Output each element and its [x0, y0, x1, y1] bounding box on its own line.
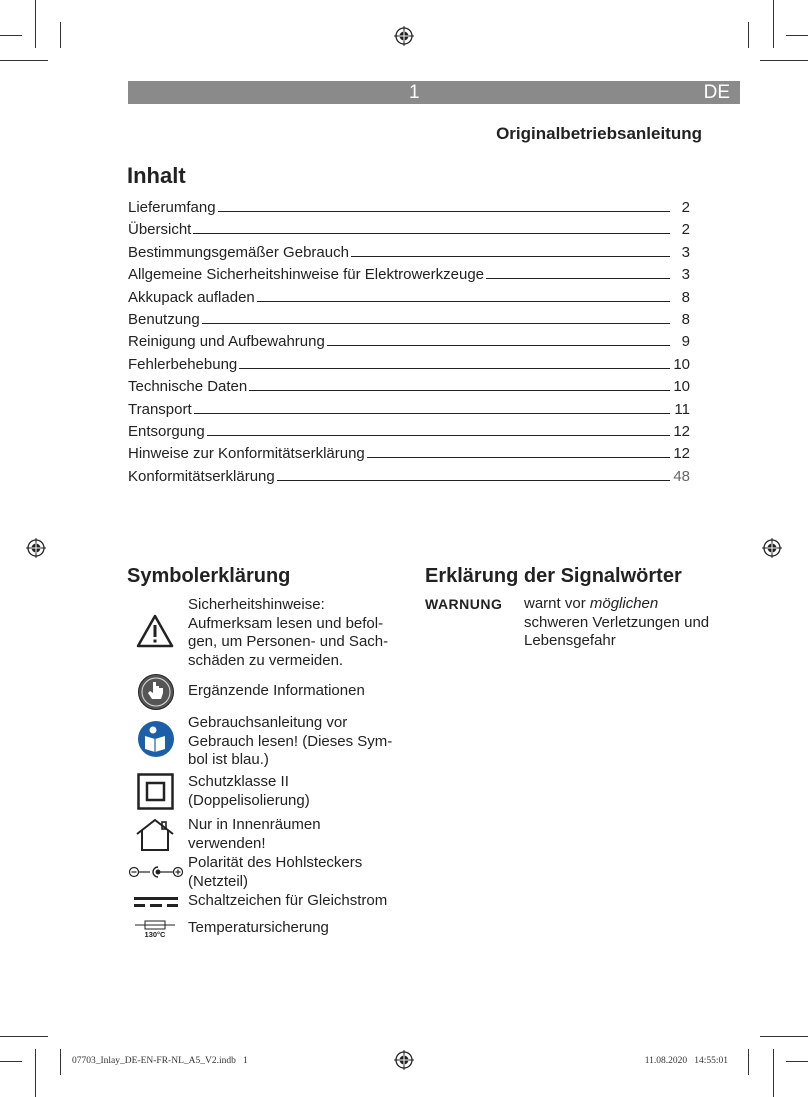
- crop-mark: [786, 35, 808, 36]
- direct-current-icon: [134, 894, 178, 910]
- signal-word: WARNUNG: [425, 596, 503, 612]
- toc-leader-line: [202, 309, 670, 324]
- toc-leader-line: [327, 331, 670, 346]
- toc-entry-title: Transport: [128, 400, 192, 418]
- toc-entry-page: 2: [681, 199, 690, 216]
- toc-leader-line: [486, 264, 670, 279]
- crop-mark: [0, 1036, 48, 1037]
- signal-desc-emphasis: möglichen: [589, 595, 659, 612]
- signal-word-description: [524, 595, 714, 651]
- toc-entry-page: 8: [681, 310, 690, 328]
- toc-entry-page: 9: [681, 333, 690, 351]
- crop-mark: [0, 1061, 22, 1062]
- toc-entry: [128, 354, 690, 376]
- crop-mark: [773, 1049, 774, 1097]
- registration-mark-icon: [394, 1050, 414, 1070]
- toc-entry-page: 8: [681, 288, 690, 306]
- footer-timestamp: 11.08.2020 14:55:01: [644, 1056, 728, 1066]
- toc-entry: [128, 309, 690, 331]
- toc-leader-line: [249, 376, 670, 391]
- toc-entry-page: 3: [681, 266, 690, 284]
- toc-entry: [128, 197, 690, 219]
- toc-leader-line: [218, 197, 670, 212]
- crop-mark: [760, 1036, 808, 1037]
- toc-entry-title: Benutzung: [128, 310, 200, 328]
- crop-mark: [60, 22, 61, 48]
- toc-leader-line: [367, 443, 670, 458]
- toc-entry-page: 3: [681, 243, 690, 261]
- toc-entry: [128, 287, 690, 309]
- registration-mark-icon: [26, 538, 46, 558]
- symbol-description: Nur in Innenräumen verwenden!: [188, 816, 321, 852]
- crop-mark: [35, 0, 36, 48]
- registration-mark-icon: [394, 26, 414, 46]
- symbol-description: Schaltzeichen für Gleichstrom: [188, 892, 388, 909]
- signal-desc-prefix: warnt vor: [524, 595, 590, 612]
- toc-entry-page: 2: [681, 221, 690, 239]
- toc-entry-title: Reinigung und Aufbewahrung: [128, 333, 325, 351]
- toc-entry: [128, 421, 690, 443]
- toc-leader-line: [194, 399, 670, 414]
- polarity-icon: [128, 864, 184, 880]
- toc-entry-title: Bestimmungsgemäßer Gebrauch: [128, 243, 349, 261]
- page-header-bar: [128, 81, 740, 104]
- toc-entry: [128, 242, 690, 264]
- toc-entry-page: 10: [673, 378, 690, 396]
- thermal-fuse-icon: [135, 919, 175, 939]
- language-code: DE: [703, 82, 730, 103]
- toc-entry-title: Entsorgung: [128, 422, 205, 440]
- toc-entry: [128, 443, 690, 465]
- signal-desc-suffix: schweren Verletzungen und Lebensgefahr: [524, 613, 710, 649]
- crop-mark: [748, 1049, 749, 1075]
- toc-entry: [128, 264, 690, 286]
- read-manual-icon: [137, 720, 175, 758]
- crop-mark: [748, 22, 749, 48]
- toc-heading: Inhalt: [127, 163, 186, 188]
- crop-mark: [760, 60, 808, 61]
- toc-entry: [128, 331, 690, 353]
- crop-mark: [0, 60, 48, 61]
- toc-entry: [128, 219, 690, 241]
- toc-leader-line: [193, 219, 670, 234]
- toc-entry-title: Übersicht: [128, 221, 192, 239]
- toc-entry-title: Akkupack aufladen: [128, 288, 255, 306]
- signal-words-heading: Erklärung der Signalwörter: [425, 565, 682, 587]
- toc-entry-page: 10: [673, 355, 690, 373]
- symbol-description: Temperatursicherung: [188, 919, 329, 936]
- symbols-heading: Symbolerklärung: [127, 565, 291, 587]
- toc-entry: [128, 376, 690, 398]
- toc-leader-line: [351, 242, 670, 257]
- crop-mark: [60, 1049, 61, 1075]
- toc-entry-page: 48: [673, 467, 690, 485]
- toc-entry: [128, 466, 690, 488]
- symbol-description: Schutzklasse II (Doppelisolierung): [188, 773, 310, 809]
- protection-class-ii-icon: [137, 773, 174, 810]
- footer-file-info: 07703_Inlay_DE-EN-FR-NL_A5_V2.indb 1: [72, 1056, 248, 1066]
- info-hand-icon: [137, 673, 175, 711]
- crop-mark: [35, 1049, 36, 1097]
- crop-mark: [773, 0, 774, 48]
- symbol-description: Ergänzende Informationen: [188, 682, 365, 699]
- registration-mark-icon: [762, 538, 782, 558]
- toc-leader-line: [257, 287, 670, 302]
- page-number: 1: [409, 82, 420, 103]
- table-of-contents: [128, 197, 690, 488]
- indoor-house-icon: [134, 818, 176, 852]
- crop-mark: [0, 35, 22, 36]
- toc-entry-title: Lieferumfang: [128, 199, 216, 216]
- toc-leader-line: [239, 354, 670, 369]
- toc-entry-page: 12: [673, 422, 690, 440]
- thermal-fuse-label: 130°C: [144, 930, 166, 939]
- toc-entry-title: Konformitätserklärung: [128, 467, 275, 485]
- toc-entry-title: Allgemeine Sicherheitshinweise für Elektrowerkzeuge: [128, 266, 485, 284]
- toc-leader-line: [277, 466, 670, 481]
- toc-entry-page: 11: [674, 400, 690, 418]
- symbol-description: Gebrauchsanleitung vor Gebrauch lesen! (Dieses Sym-bol ist blau.): [188, 714, 393, 768]
- toc-entry-title: Hinweise zur Konformitätserklärung: [128, 445, 365, 463]
- toc-entry-page: 12: [673, 445, 690, 463]
- toc-entry: [128, 399, 690, 421]
- toc-leader-line: [207, 421, 670, 436]
- toc-entry-title: Fehlerbehebung: [128, 355, 238, 373]
- crop-mark: [786, 1061, 808, 1062]
- symbol-description: Polarität des Hohlsteckers (Netzteil): [188, 854, 363, 890]
- toc-entry-title: Technische Daten: [128, 378, 248, 396]
- symbol-description: Sicherheitshinweise: Aufmerksam lesen und befol-gen, um Personen- und Sach-schäden zu vermeiden.: [188, 596, 389, 669]
- warning-triangle-icon: [136, 614, 174, 648]
- document-title: Originalbetriebsanleitung: [496, 124, 702, 143]
